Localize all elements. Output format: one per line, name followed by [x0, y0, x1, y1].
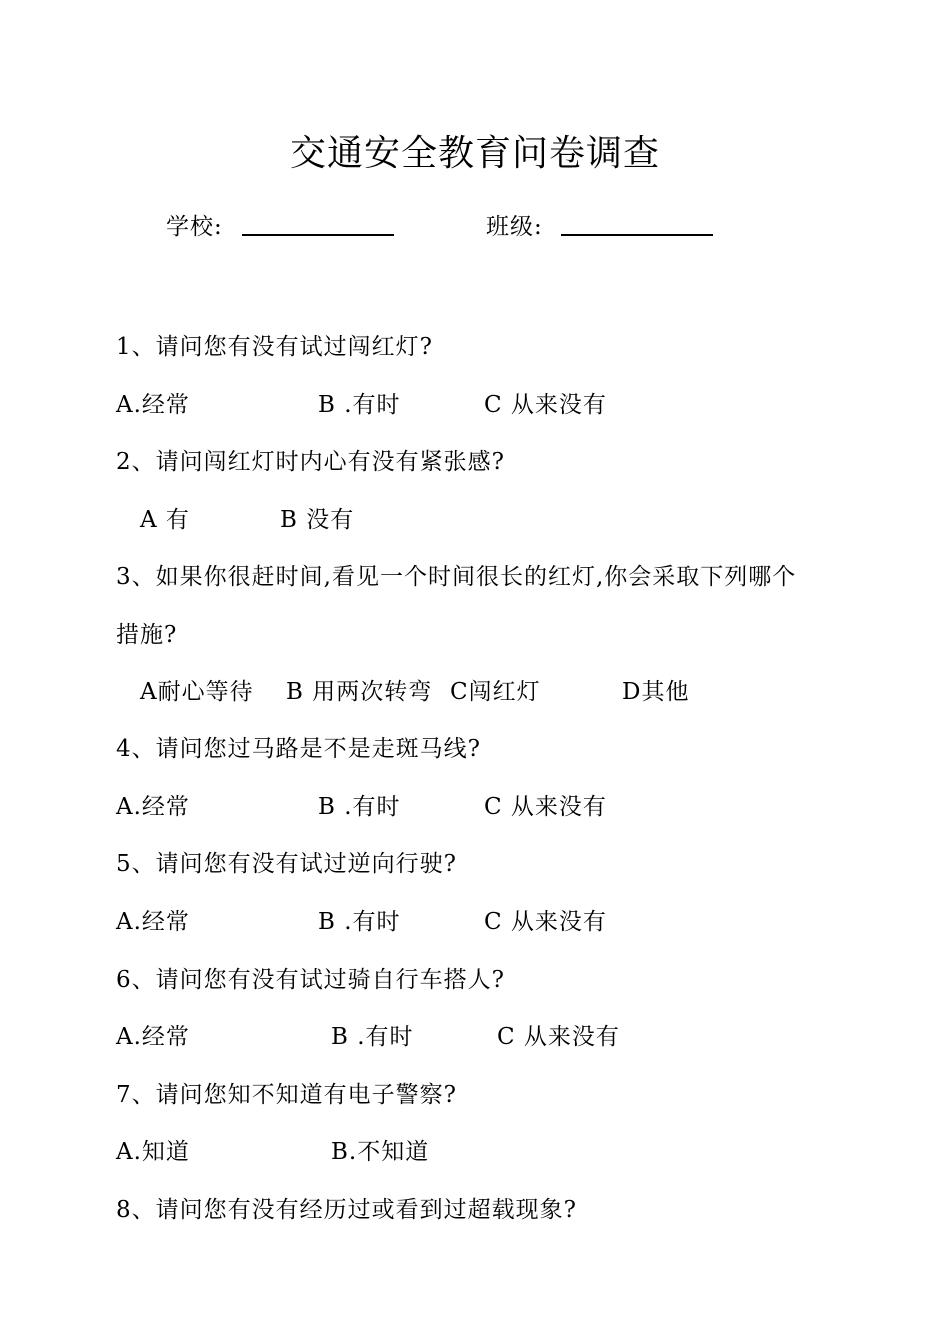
option-1a: A.经常	[116, 392, 190, 418]
school-label: 学校:	[166, 214, 223, 240]
option-4b: B .有时	[318, 794, 401, 820]
option-3a: A耐心等待	[140, 679, 254, 705]
option-7a: A.知道	[116, 1139, 190, 1165]
class-label: 班级:	[486, 214, 543, 240]
option-3b: B 用两次转弯	[286, 679, 433, 705]
option-1b: B .有时	[318, 392, 401, 418]
option-1c: C 从来没有	[484, 392, 607, 418]
option-7b: B.不知道	[331, 1139, 430, 1165]
option-5c: C 从来没有	[484, 909, 607, 935]
school-blank	[242, 233, 394, 236]
option-5a: A.经常	[116, 909, 190, 935]
question-3-line-1: 3、如果你很赶时间,看见一个时间很长的红灯,你会采取下列哪个	[116, 564, 797, 590]
option-3d: D其他	[622, 679, 690, 705]
question-7: 7、请问您知不知道有电子警察?	[116, 1082, 457, 1108]
option-6b: B .有时	[331, 1024, 414, 1050]
option-4a: A.经常	[116, 794, 190, 820]
class-blank	[561, 233, 713, 236]
option-6a: A.经常	[116, 1024, 190, 1050]
option-5b: B .有时	[318, 909, 401, 935]
question-4: 4、请问您过马路是不是走斑马线?	[116, 736, 481, 762]
option-6c: C 从来没有	[497, 1024, 620, 1050]
question-8: 8、请问您有没有经历过或看到过超载现象?	[116, 1197, 577, 1223]
question-5: 5、请问您有没有试过逆向行驶?	[116, 851, 457, 877]
option-3c: C闯红灯	[450, 679, 541, 705]
option-2b: B 没有	[280, 507, 355, 533]
question-2: 2、请问闯红灯时内心有没有紧张感?	[116, 449, 505, 475]
question-6: 6、请问您有没有试过骑自行车搭人?	[116, 967, 505, 993]
question-3-line-2: 措施?	[116, 622, 178, 648]
option-4c: C 从来没有	[484, 794, 607, 820]
page-title: 交通安全教育问卷调查	[289, 133, 660, 174]
option-2a: A 有	[140, 507, 190, 533]
question-1: 1、请问您有没有试过闯红灯?	[116, 334, 433, 360]
